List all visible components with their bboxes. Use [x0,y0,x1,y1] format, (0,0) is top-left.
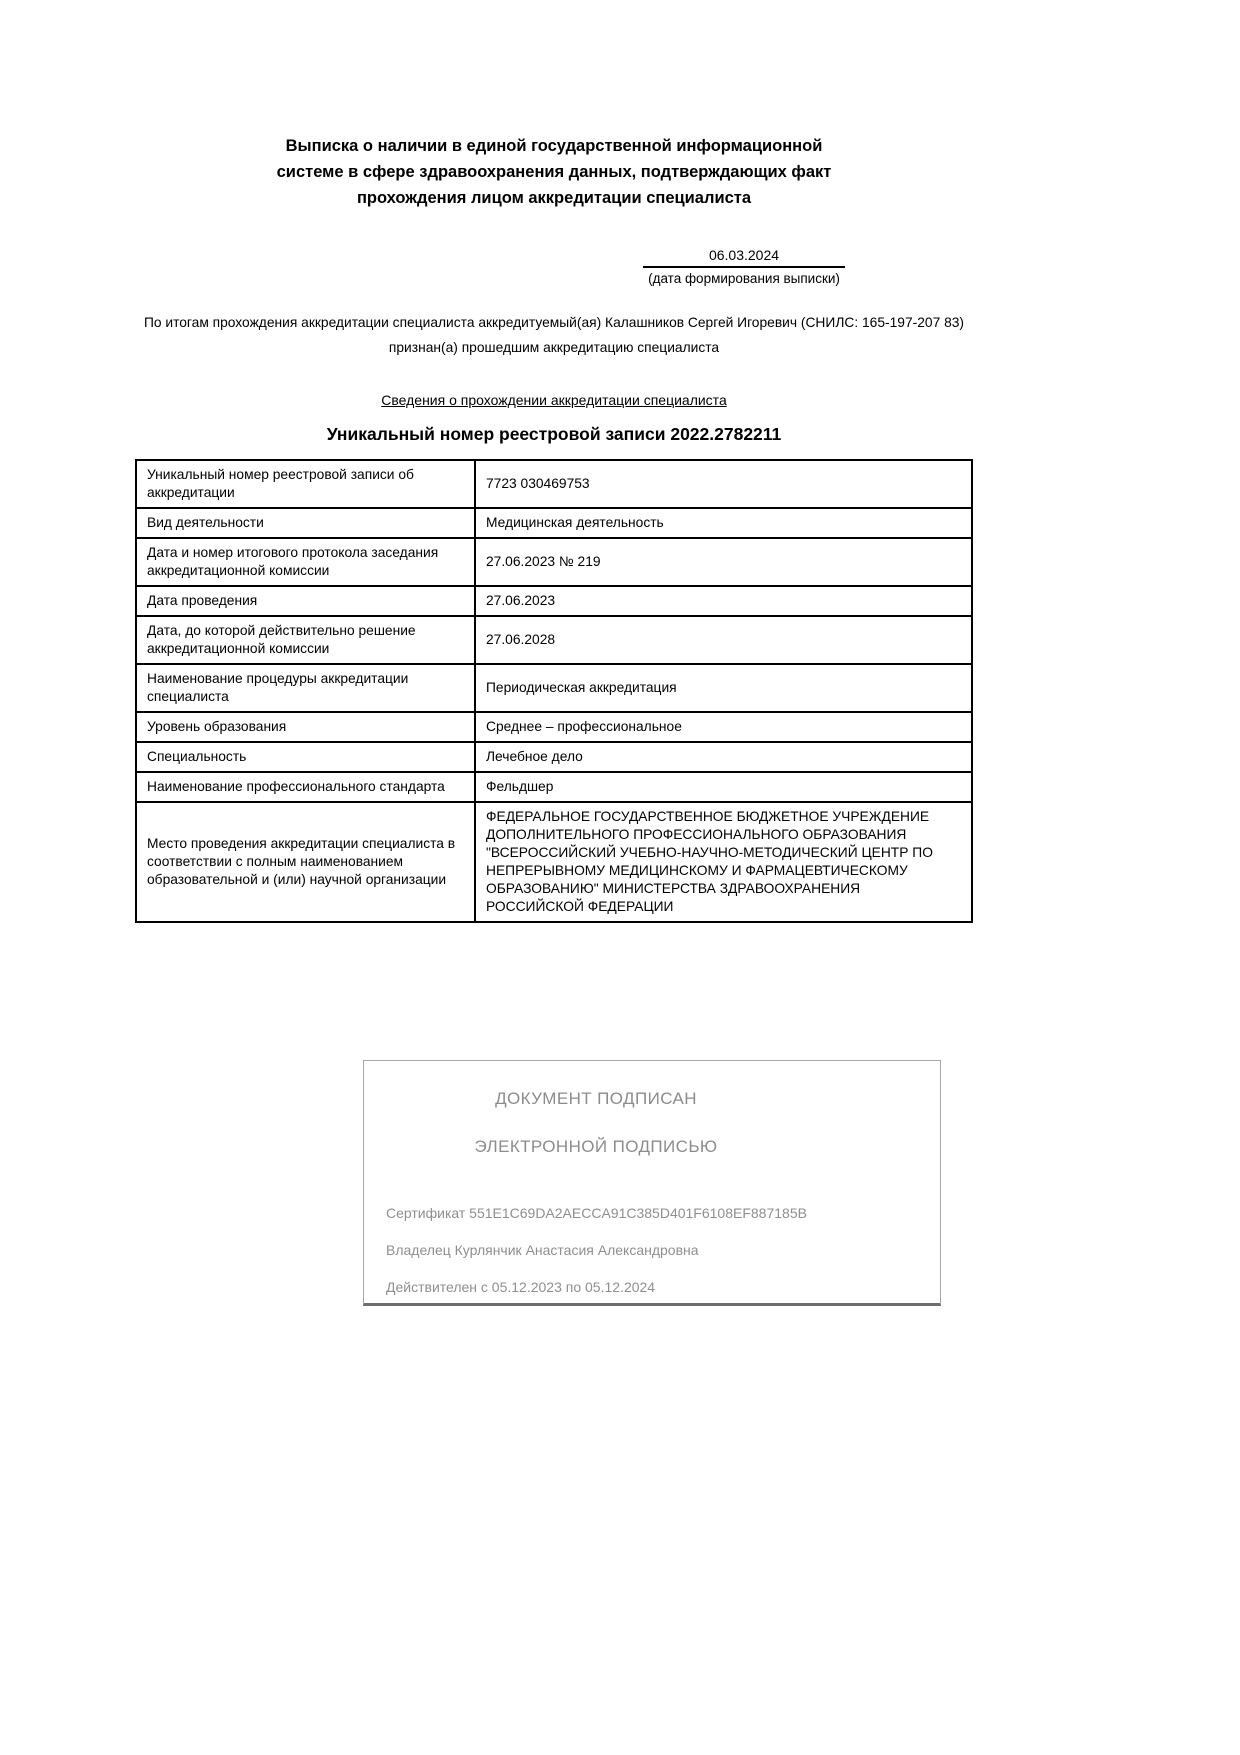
row-value: 7723 030469753 [475,460,972,508]
row-value: Периодическая аккредитация [475,664,972,712]
row-label: Дата и номер итогового протокола заседания аккредитационной комиссии [136,538,475,586]
table-row [136,802,972,922]
signature-heading-line-1: ДОКУМЕНТ ПОДПИСАН [495,1089,697,1108]
row-label: Дата, до которой действительно решение аккредитационной комиссии [136,616,475,664]
row-value: ФЕДЕРАЛЬНОЕ ГОСУДАРСТВЕННОЕ БЮДЖЕТНОЕ УЧРЕЖДЕНИЕ ДОПОЛНИТЕЛЬНОГО ПРОФЕССИОНАЛЬНОГО ОБРАЗОВАНИЯ "ВСЕРОССИЙСКИЙ УЧЕБНО-НАУЧНО-МЕТОДИЧЕСКИЙ ЦЕНТР ПО НЕПРЕРЫВНОМУ МЕДИЦИНСКОМУ И ФАРМАЦЕВТИЧЕСКОМУ ОБРАЗОВАНИЮ" МИНИСТЕРСТВА ЗДРАВООХРАНЕНИЯ РОССИЙСКОЙ ФЕДЕРАЦИИ [475,802,972,922]
table-row [136,712,972,742]
certificate-line: Сертификат 551E1C69DA2AECCA91C385D401F6108EF887185B [386,1205,807,1221]
table-row [136,616,972,664]
signature-box [363,1060,941,1306]
page-title-line-1: Выписка о наличии в единой государственной информационной [285,137,823,155]
table-row [136,664,972,712]
page-title-line-3: прохождения лицом аккредитации специалиста [356,189,752,207]
table-row [136,586,972,616]
table-row [136,508,972,538]
accreditation-table [135,459,973,923]
row-value: Лечебное дело [475,742,972,772]
row-value: Среднее – профессиональное [475,712,972,742]
section-heading: Сведения о прохождении аккредитации специалиста [381,392,727,408]
row-label: Уникальный номер реестровой записи об аккредитации [136,460,475,508]
signature-heading-line-2: ЭЛЕКТРОННОЙ ПОДПИСЬЮ [474,1137,718,1156]
row-label: Место проведения аккредитации специалиста в соответствии с полным наименованием образовательной и (или) научной организации [136,802,475,922]
page-title-line-2: системе в сфере здравоохранения данных, подтверждающих факт [276,163,832,181]
row-label: Вид деятельности [136,508,475,538]
table-row [136,460,972,508]
row-value: 27.06.2023 [475,586,972,616]
formation-date: 06.03.2024 [643,247,845,268]
row-value: Медицинская деятельность [475,508,972,538]
row-label: Специальность [136,742,475,772]
table-row [136,742,972,772]
row-label: Дата проведения [136,586,475,616]
formation-date-block [643,247,845,286]
row-value: 27.06.2028 [475,616,972,664]
intro-line-2: признан(а) прошедшим аккредитацию специалиста [388,340,720,355]
owner-line: Владелец Курлянчик Анастасия Александровна [386,1242,699,1258]
row-label: Уровень образования [136,712,475,742]
table-row [136,538,972,586]
intro-paragraph [135,310,973,360]
document-page [135,0,973,1306]
row-value: 27.06.2023 № 219 [475,538,972,586]
page-title [135,133,973,211]
row-label: Наименование процедуры аккредитации специалиста [136,664,475,712]
row-value: Фельдшер [475,772,972,802]
registry-number-heading: Уникальный номер реестровой записи 2022.2782211 [326,424,782,444]
formation-date-caption: (дата формирования выписки) [648,271,840,286]
row-label: Наименование профессионального стандарта [136,772,475,802]
intro-line-1: По итогам прохождения аккредитации специалиста аккредитуемый(ая) Калашников Сергей Игоревич (СНИЛС: 165-197-207 83) [143,315,965,330]
validity-line: Действителен с 05.12.2023 по 05.12.2024 [386,1279,656,1295]
table-row [136,772,972,802]
signature-heading [386,1075,806,1171]
